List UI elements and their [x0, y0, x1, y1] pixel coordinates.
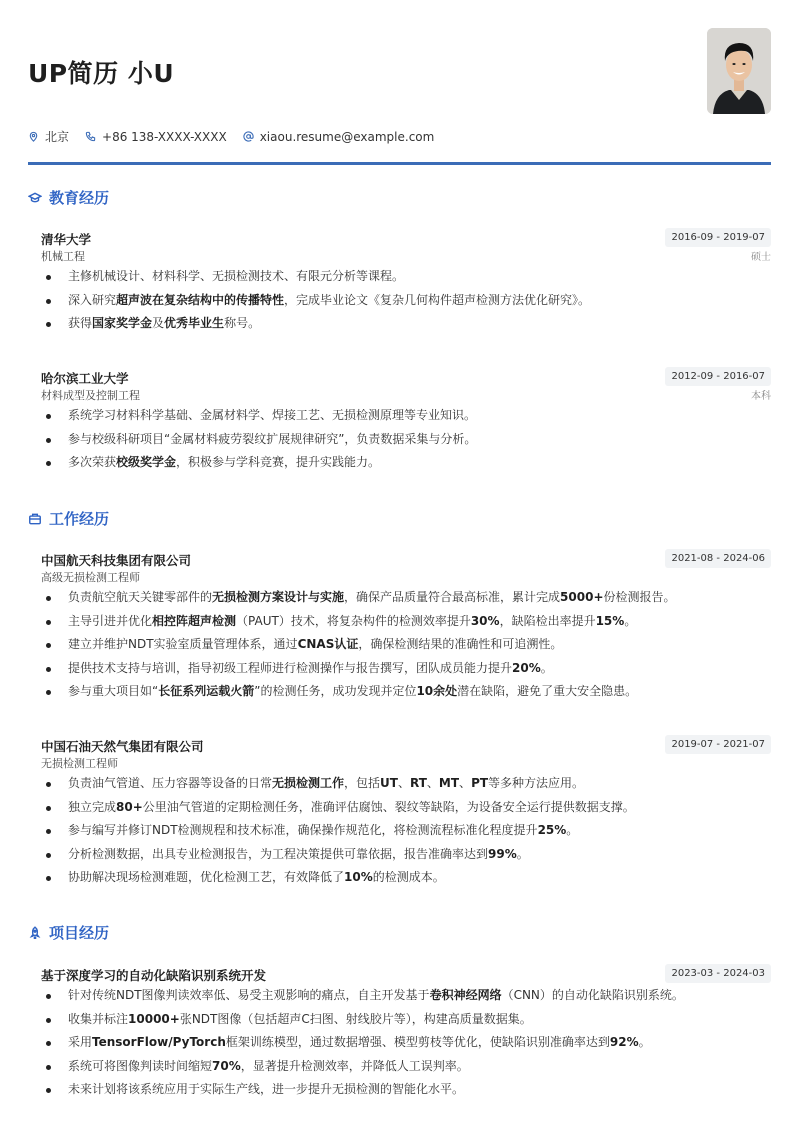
contact-info — [28, 128, 450, 145]
education-entry — [41, 367, 771, 475]
avatar — [707, 28, 771, 114]
job-role: 高级无损检测工程师 — [41, 571, 140, 584]
list-item: 收集并标注10000+张NDT图像（包括超声C扫图、射线胶片等），构建高质量数据集。 — [41, 1008, 771, 1032]
list-item: 主修机械设计、材料科学、无损检测技术、有限元分析等课程。 — [41, 265, 771, 289]
list-item: 多次荣获校级奖学金，积极参与学科竞赛，提升实践能力。 — [41, 451, 771, 475]
list-item: 获得国家奖学金及优秀毕业生称号。 — [41, 312, 771, 336]
header-divider — [28, 162, 771, 165]
list-item: 独立完成80+公里油气管道的定期检测任务，准确评估腐蚀、裂纹等缺陷，为设备安全运行提供数据支撑。 — [41, 796, 771, 820]
map-pin-icon — [28, 131, 39, 142]
list-item: 负责航空航天关键零部件的无损检测方案设计与实施，确保产品质量符合最高标准，累计完成5000+份检测报告。 — [41, 586, 771, 610]
company-name: 中国石油天然气集团有限公司 — [41, 739, 204, 754]
phone-text: +86 138-XXXX-XXXX — [102, 129, 227, 144]
degree: 硕士 — [751, 252, 771, 263]
degree: 本科 — [751, 391, 771, 402]
graduation-cap-icon — [28, 191, 42, 205]
section-title-projects: 项目经历 — [28, 922, 109, 943]
briefcase-icon — [28, 512, 42, 526]
list-item: 采用TensorFlow/PyTorch框架训练模型，通过数据增强、模型剪枝等优化，使缺陷识别准确率达到92%。 — [41, 1031, 771, 1055]
project-entry — [41, 964, 771, 1102]
rocket-icon — [28, 926, 42, 940]
email-text: xiaou.resume@example.com — [259, 129, 435, 144]
major: 机械工程 — [41, 250, 85, 263]
work-entry — [41, 549, 771, 704]
major: 材料成型及控制工程 — [41, 389, 140, 402]
list-item: 系统学习材料科学基础、金属材料学、焊接工艺、无损检测原理等专业知识。 — [41, 404, 771, 428]
list-item: 深入研究超声波在复杂结构中的传播特性，完成毕业论文《复杂几何构件超声检测方法优化研究》。 — [41, 289, 771, 313]
contact-phone[interactable] — [85, 130, 227, 144]
date-badge: 2016-09 - 2019-07 — [665, 228, 771, 247]
list-item: 参与重大项目如“长征系列运载火箭”的检测任务，成功发现并定位10余处潜在缺陷，避免了重大安全隐患。 — [41, 680, 771, 704]
date-badge: 2023-03 - 2024-03 — [665, 964, 771, 983]
work-entry — [41, 735, 771, 890]
location-text: 北京 — [45, 130, 70, 144]
resume-header — [28, 28, 771, 165]
company-name: 中国航天科技集团有限公司 — [41, 553, 192, 568]
list-item: 未来计划将该系统应用于实际生产线，进一步提升无损检测的智能化水平。 — [41, 1078, 771, 1102]
bullet-list — [41, 984, 771, 1102]
list-item: 参与编写并修订NDT检测规程和技术标准，确保操作规范化，将检测流程标准化程度提升25%。 — [41, 819, 771, 843]
date-badge: 2021-08 - 2024-06 — [665, 549, 771, 568]
project-name: 基于深度学习的自动化缺陷识别系统开发 — [41, 968, 267, 983]
list-item: 系统可将图像判读时间缩短70%，显著提升检测效率，并降低人工误判率。 — [41, 1055, 771, 1079]
section-title-work: 工作经历 — [28, 508, 109, 529]
education-entry — [41, 228, 771, 336]
list-item: 负责油气管道、压力容器等设备的日常无损检测工作，包括UT、RT、MT、PT等多种方法应用。 — [41, 772, 771, 796]
list-item: 分析检测数据，出具专业检测报告，为工程决策提供可靠依据，报告准确率达到99%。 — [41, 843, 771, 867]
list-item: 参与校级科研项目“金属材料疲劳裂纹扩展规律研究”，负责数据采集与分析。 — [41, 428, 771, 452]
at-sign-icon — [243, 131, 254, 142]
list-item: 提供技术支持与培训，指导初级工程师进行检测操作与报告撰写，团队成员能力提升20%。 — [41, 657, 771, 681]
date-badge: 2019-07 - 2021-07 — [665, 735, 771, 754]
section-title-education: 教育经历 — [28, 187, 109, 208]
list-item: 协助解决现场检测难题，优化检测工艺，有效降低了10%的检测成本。 — [41, 866, 771, 890]
list-item: 主导引进并优化相控阵超声检测（PAUT）技术，将复杂构件的检测效率提升30%，缺陷检出率提升15%。 — [41, 610, 771, 634]
school-name: 清华大学 — [41, 232, 92, 247]
bullet-list — [41, 265, 771, 336]
list-item: 针对传统NDT图像判读效率低、易受主观影响的痛点，自主开发基于卷积神经网络（CNN）的自动化缺陷识别系统。 — [41, 984, 771, 1008]
date-badge: 2012-09 - 2016-07 — [665, 367, 771, 386]
phone-icon — [85, 131, 96, 142]
bullet-list — [41, 586, 771, 704]
list-item: 建立并维护NDT实验室质量管理体系，通过CNAS认证，确保检测结果的准确性和可追溯性。 — [41, 633, 771, 657]
contact-email[interactable] — [243, 130, 435, 144]
job-role: 无损检测工程师 — [41, 757, 118, 770]
contact-location — [28, 128, 69, 145]
candidate-name: UP简历 小U — [28, 59, 175, 88]
school-name: 哈尔滨工业大学 — [41, 371, 129, 386]
bullet-list — [41, 404, 771, 475]
bullet-list — [41, 772, 771, 890]
